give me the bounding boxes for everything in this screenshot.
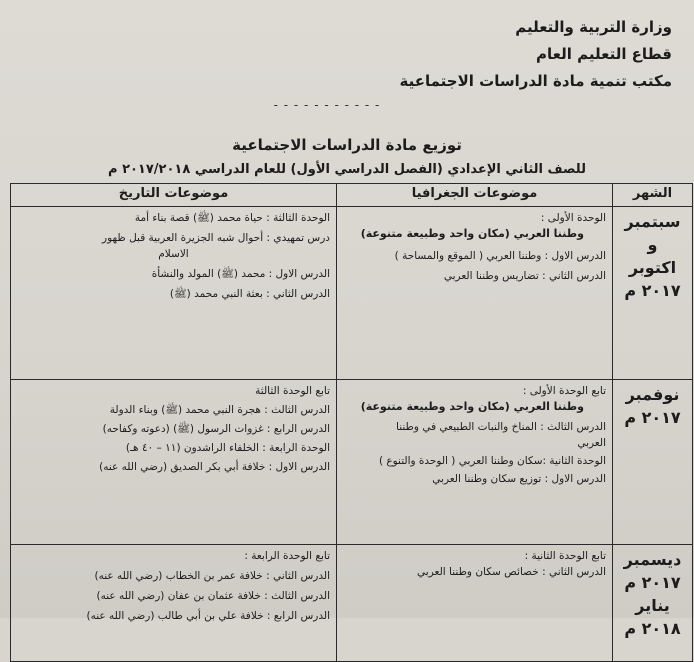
document-title: توزيع مادة الدراسات الاجتماعية: [232, 136, 462, 154]
table-header-row: [11, 184, 693, 207]
office-name: مكتب تنمية مادة الدراسات الاجتماعية: [399, 72, 672, 90]
unit-title: تابع الوحدة الثالثة: [255, 385, 330, 397]
month-label: ٢٠١٧ م: [624, 408, 681, 427]
geography-cell: [337, 380, 613, 545]
lesson-line: الدرس الاول : وطننا العربي ( الموقع والمساحة ): [394, 250, 606, 262]
distribution-table: [10, 183, 693, 662]
lesson-line: الدرس الثاني : خلافة عمر بن الخطاب (رضي الله عنه): [94, 570, 330, 582]
lesson-line: الدرس الرابع : خلافة علي بن أبي طالب (رضي الله عنه): [86, 610, 330, 622]
month-header: الشهر: [613, 184, 693, 207]
lesson-line: الدرس الثاني : بعثة النبي محمد (ﷺ): [169, 288, 330, 300]
lesson-line: الدرس الاول : خلافة أبي بكر الصديق (رضي الله عنه): [99, 461, 330, 473]
unit-title: الوحدة الثانية :سكان وطننا العربي ( الوحدة والتنوع ): [378, 455, 606, 467]
lesson-line: الاسلام: [158, 248, 189, 260]
month-label: و: [647, 235, 658, 254]
lesson-line: الدرس الثالث : المناخ والنبات الطبيعي في وطننا: [396, 421, 606, 433]
month-label: يناير: [635, 596, 670, 615]
unit-subtitle: وطننا العربي (مكان واحد وطبيعة متنوعة): [360, 400, 584, 413]
month-cell: [613, 380, 693, 545]
unit-title: الوحدة الرابعة : الخلفاء الراشدون (١١ – ٤٠ هـ): [125, 442, 330, 454]
table-row: [11, 380, 693, 545]
history-header: موضوعات التاريخ: [11, 184, 337, 207]
document-subtitle: للصف الثاني الإعدادي (الفصل الدراسي الأول) للعام الدراسي ٢٠١٧/٢٠١٨ م: [108, 162, 586, 177]
unit-title: الوحدة الأولى :: [540, 212, 606, 224]
lesson-line: الدرس الرابع : غزوات الرسول (ﷺ) (دعوته وكفاحه): [102, 423, 330, 435]
lesson-line: الدرس الثالث : خلافة عثمان بن عفان (رضي الله عنه): [96, 590, 330, 602]
geography-header: موضوعات الجغرافيا: [337, 184, 613, 207]
lesson-line: الدرس الاول : توزيع سكان وطننا العربي: [432, 473, 606, 485]
history-cell: [11, 545, 337, 662]
history-cell: [11, 380, 337, 545]
lesson-line: الدرس الثالث : هجرة النبي محمد (ﷺ) وبناء الدولة: [109, 404, 330, 416]
table-row: [11, 545, 693, 662]
month-cell: [613, 207, 693, 380]
lesson-line: درس تمهيدي : أحوال شبه الجزيرة العربية قبل ظهور: [102, 232, 330, 244]
unit-title: تابع الوحدة الرابعة :: [244, 550, 330, 562]
unit-subtitle: وطننا العربي (مكان واحد وطبيعة متنوعة): [360, 227, 584, 240]
separator-dashes: - - - - - - - - - - -: [273, 98, 381, 112]
lesson-line: الدرس الثاني : تضاريس وطننا العربي: [443, 270, 606, 282]
month-label: ٢٠١٧ م: [624, 281, 681, 300]
document-header: [400, 14, 672, 95]
unit-title: تابع الوحدة الثانية :: [524, 550, 606, 562]
month-label: نوفمبر: [625, 385, 680, 404]
month-label: ٢٠١٨ م: [624, 619, 681, 638]
lesson-line: الدرس الثاني : خصائص سكان وطننا العربي: [417, 566, 606, 578]
geography-cell: [337, 545, 613, 662]
sector-name: قطاع التعليم العام: [536, 45, 672, 63]
unit-title: تابع الوحدة الأولى :: [522, 385, 606, 397]
lesson-line: الدرس الاول : محمد (ﷺ) المولد والنشأة: [151, 268, 330, 280]
ministry-name: وزارة التربية والتعليم: [515, 18, 672, 36]
lesson-line: العربي: [577, 437, 606, 449]
month-label: سبتمبر: [624, 212, 681, 231]
unit-title: الوحدة الثالثة : حياة محمد (ﷺ) قصة بناء أمة: [134, 212, 330, 224]
history-cell: [11, 207, 337, 380]
month-label: ٢٠١٧ م: [624, 573, 681, 592]
month-label: اكتوبر: [628, 258, 677, 277]
month-label: ديسمبر: [623, 550, 682, 569]
table-row: [11, 207, 693, 380]
geography-cell: [337, 207, 613, 380]
month-cell: [613, 545, 693, 662]
